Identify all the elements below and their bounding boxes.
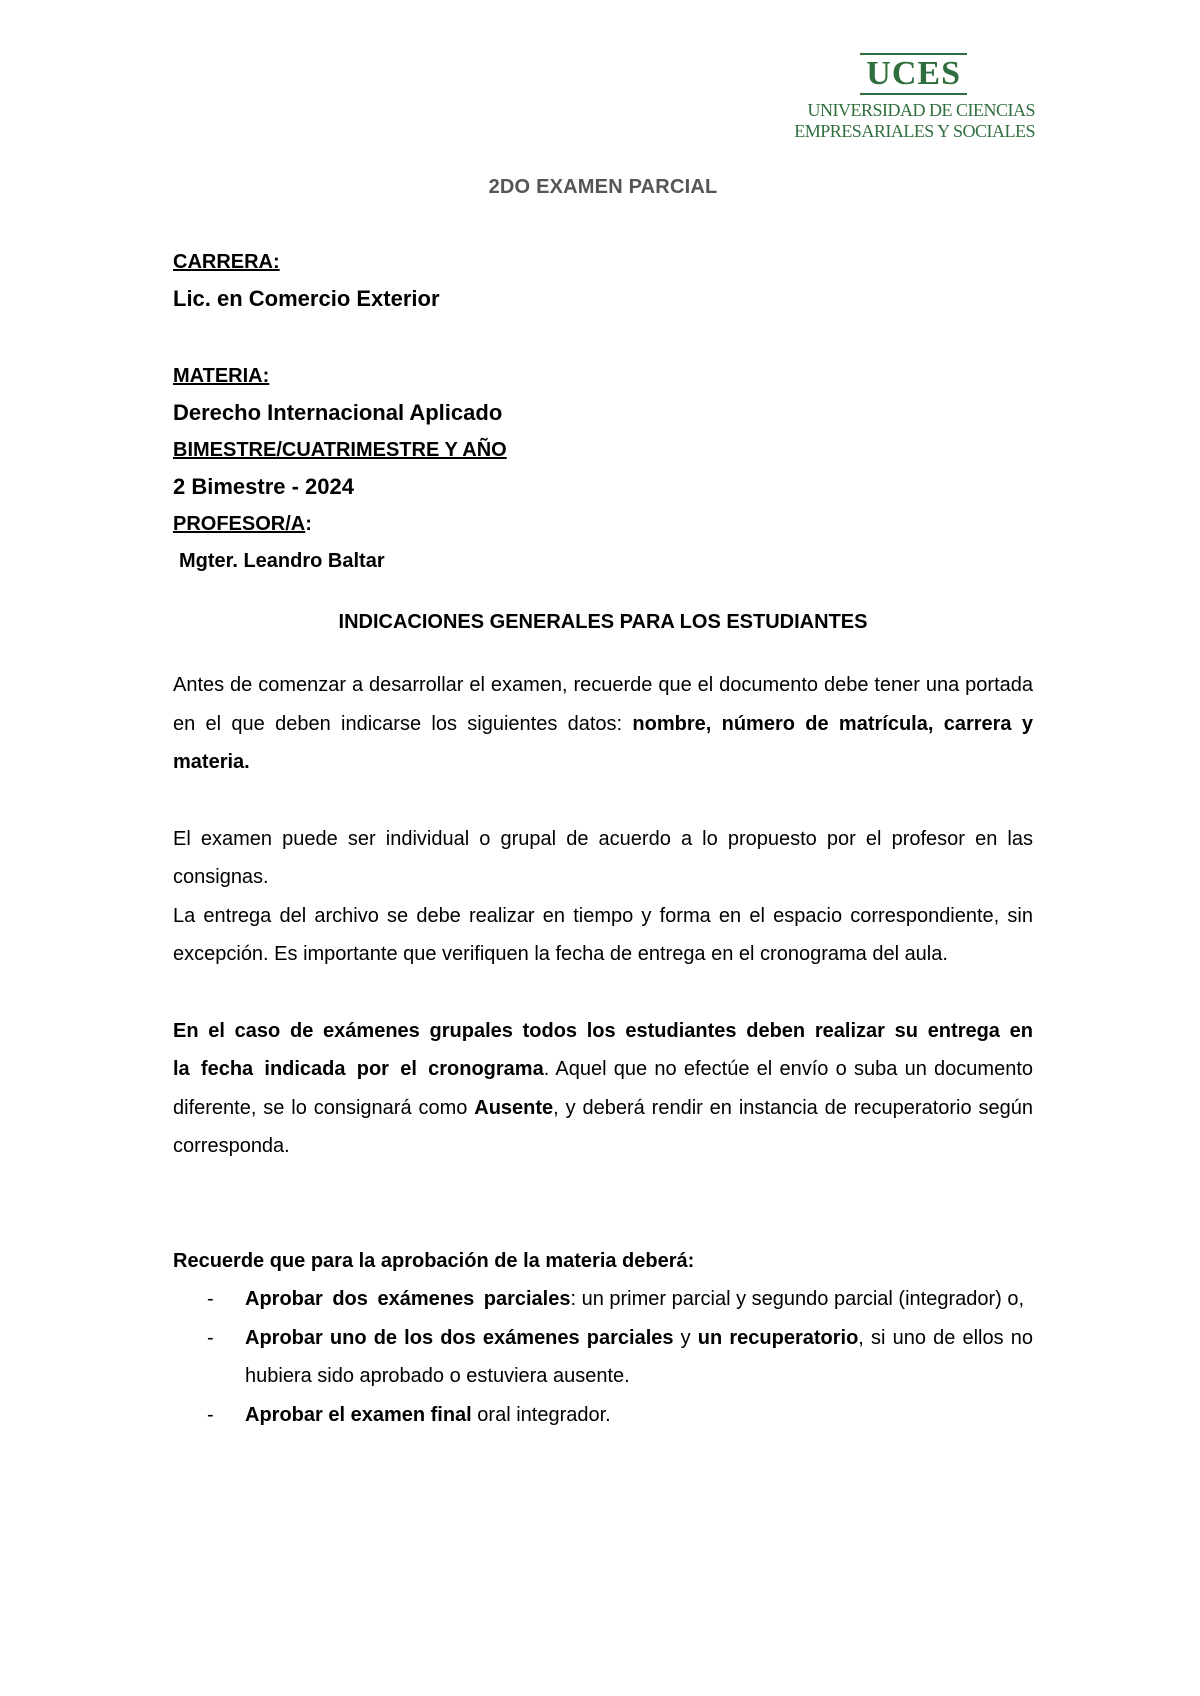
paragraph-cover-info xyxy=(173,666,1033,782)
list-item-bold: Aprobar dos exámenes parciales xyxy=(245,1288,571,1310)
paragraph-bold: En el caso de exámenes grupales todos los estudiantes deben realizar su entrega en la fecha indicada por el cronograma xyxy=(173,1019,1033,1080)
profesor-label: PROFESOR/A xyxy=(173,513,306,535)
paragraph-bold: Ausente xyxy=(474,1096,554,1119)
paragraph-modality: El examen puede ser individual o grupal de acuerdo a lo propuesto por el profesor en las consignas. xyxy=(173,827,1033,888)
list-item-text: : un primer parcial y segundo parcial (integrador) o, xyxy=(570,1288,1025,1310)
paragraph-text: . Aquel que no efectúe el envío o suba un documento diferente, se lo consignará como xyxy=(173,1058,1034,1119)
periodo-label: BIMESTRE/CUATRIMESTRE Y AÑO xyxy=(173,439,507,461)
logo-line-2: EMPRESARIALES Y SOCIALES xyxy=(794,121,1035,141)
requirements-list xyxy=(173,1280,1033,1434)
list-item-bold: Aprobar uno de los dos exámenes parciales xyxy=(245,1326,674,1349)
list-dash: - xyxy=(207,1326,214,1349)
profesor-value: Mgter. Leandro Baltar xyxy=(179,550,385,572)
paragraph-text: , y deberá rendir en instancia de recuperatorio según corresponda. xyxy=(173,1096,1033,1157)
paragraph-bold: nombre, número de matrícula, carrera y materia. xyxy=(173,712,1033,773)
materia-value: Derecho Internacional Aplicado xyxy=(173,400,503,425)
list-item-bold: Aprobar el examen final xyxy=(245,1403,472,1426)
list-item-text: oral integrador. xyxy=(471,1403,611,1426)
list-item-text: , si uno de ellos no hubiera sido aprobado o estuviera ausente. xyxy=(245,1326,1033,1387)
list-item xyxy=(173,1396,1033,1435)
university-logo xyxy=(775,56,1035,142)
periodo-value: 2 Bimestre - 2024 xyxy=(173,474,354,499)
list-item xyxy=(173,1319,1033,1396)
list-dash: - xyxy=(207,1403,214,1426)
profesor-label-row xyxy=(173,507,1033,541)
list-item xyxy=(173,1280,1033,1319)
paragraph-text: Antes de comenzar a desarrollar el examen, recuerde que el documento debe tener una portada en el que deben indicarse los siguientes datos: xyxy=(173,674,1033,735)
exam-title: 2DO EXAMEN PARCIAL xyxy=(488,176,718,198)
requirements-heading xyxy=(173,1242,1033,1281)
section-title: INDICACIONES GENERALES PARA LOS ESTUDIANTES xyxy=(338,611,868,633)
logo-mark: UCES xyxy=(860,56,967,92)
carrera-value: Lic. en Comercio Exterior xyxy=(173,286,440,311)
materia-label: MATERIA: xyxy=(173,365,270,387)
requirements-heading-text: Recuerde que para la aprobación de la materia deberá: xyxy=(173,1249,695,1272)
logo-line-1: UNIVERSIDAD DE CIENCIAS xyxy=(807,100,1035,120)
paragraph-delivery: La entrega del archivo se debe realizar en tiempo y forma en el espacio correspondiente, sin excepción. Es importante que verifiquen la fecha de entrega en el cronograma del aula. xyxy=(173,904,1033,965)
list-item-text: y xyxy=(673,1326,698,1349)
carrera-label: CARRERA: xyxy=(173,251,280,273)
profesor-colon: : xyxy=(305,513,312,535)
document-body xyxy=(173,176,1033,1434)
paragraph-group-exams xyxy=(173,1012,1033,1166)
logo-text xyxy=(775,100,1035,142)
list-dash: - xyxy=(207,1288,214,1310)
list-item-bold: un recuperatorio xyxy=(697,1326,859,1349)
